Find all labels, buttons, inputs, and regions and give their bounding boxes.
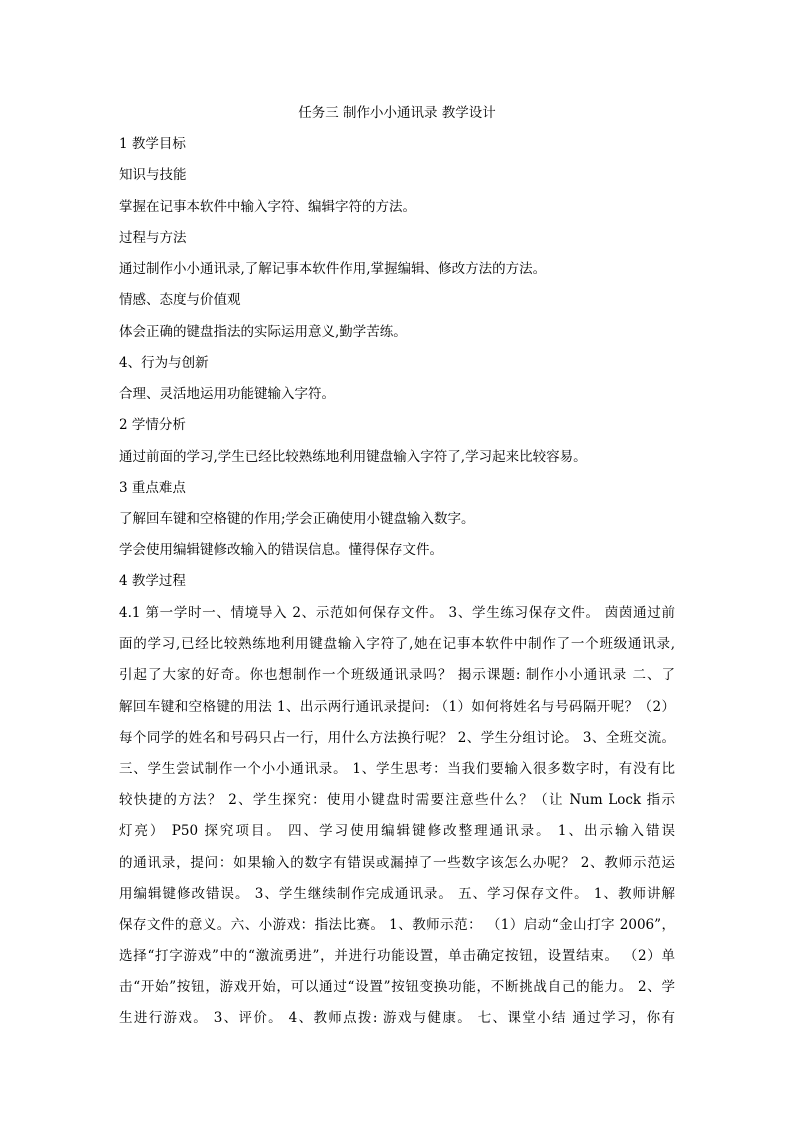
- paragraph-line: 解回车键和空格键的用法 1、出示两行通讯录提问: （1）如何将姓名与号码隔开呢？（2）: [119, 698, 675, 715]
- paragraph-line: 生进行游戏。 3、评价。 4、教师点拨: 游戏与健康。 七、课堂小结 通过学习，你有: [119, 1010, 675, 1027]
- paragraph-line: 每个同学的姓名和号码只占一行，用什么方法换行呢？ 2、学生分组讨论。 3、全班交流。: [119, 729, 675, 746]
- section-heading-teaching-process: 4 教学过程: [119, 573, 186, 589]
- subheading-knowledge-skills: 知识与技能: [119, 167, 187, 183]
- paragraph-line: 灯亮） P50 探究项目。 四、学习使用编辑键修改整理通讯录。 1、出示输入错误: [119, 823, 675, 840]
- paragraph-line: 引起了大家的好奇。你也想制作一个班级通讯录吗？ 揭示课题: 制作小小通讯录 二、了: [119, 667, 675, 684]
- section-heading-learner-analysis: 2 学情分析: [119, 417, 186, 433]
- subheading-emotion-attitude: 情感、态度与价值观: [119, 292, 241, 308]
- paragraph-line: 较快捷的方法？ 2、学生探究：使用小键盘时需要注意些什么？（让 Num Lock 指示: [119, 792, 675, 809]
- document-title: 任务三 制作小小通讯录 教学设计: [298, 105, 496, 121]
- paragraph: 掌握在记事本软件中输入字符、编辑字符的方法。: [119, 199, 416, 215]
- paragraph-line: 选择“打字游戏”中的“激流勇进”，并进行功能设置，单击确定按钮，设置结束。 （2）单: [119, 948, 675, 965]
- teaching-process-paragraph: [119, 603, 675, 1040]
- paragraph: 通过制作小小通讯录,了解记事本软件作用,掌握编辑、修改方法的方法。: [119, 261, 547, 277]
- paragraph-line: 保存文件的意义。六、小游戏：指法比赛。 1、教师示范： （1）启动“金山打字 2006”，: [119, 916, 675, 933]
- paragraph: 合理、灵活地运用功能键输入字符。: [119, 386, 335, 402]
- section-heading-teaching-goals: 1 教学目标: [119, 136, 186, 152]
- paragraph: 了解回车键和空格键的作用;学会正确使用小键盘输入数字。: [119, 511, 475, 527]
- paragraph-line: 三、学生尝试制作一个小小通讯录。 1、学生思考：当我们要输入很多数字时，有没有比: [119, 760, 675, 777]
- paragraph-line: 面的学习,已经比较熟练地利用键盘输入字符了,她在记事本软件中制作了一个班级通讯录,: [119, 636, 675, 653]
- paragraph: 通过前面的学习,学生已经比较熟练地利用键盘输入字符了,学习起来比较容易。: [119, 449, 587, 465]
- paragraph: 体会正确的键盘指法的实际运用意义,勤学苦练。: [119, 324, 407, 340]
- subheading-process-method: 过程与方法: [119, 230, 187, 246]
- paragraph-line: 击“开始”按钮，游戏开始，可以通过“设置”按钮变换功能，不断挑战自己的能力。 2、学: [119, 979, 675, 996]
- paragraph-line: 的通讯录，提问：如果输入的数字有错误或漏掉了一些数字该怎么办呢？ 2、教师示范运: [119, 854, 675, 871]
- paragraph-line: 4.1 第一学时一、情境导入 2、示范如何保存文件。 3、学生练习保存文件。 茵茵通过前: [119, 605, 675, 621]
- paragraph-line: 用编辑键修改错误。 3、学生继续制作完成通讯录。 五、学习保存文件。 1、教师讲解: [119, 885, 675, 902]
- subheading-behavior-innovation: 4、行为与创新: [119, 355, 209, 371]
- section-heading-key-points: 3 重点难点: [119, 480, 186, 496]
- paragraph: 学会使用编辑键修改输入的错误信息。懂得保存文件。: [119, 542, 443, 558]
